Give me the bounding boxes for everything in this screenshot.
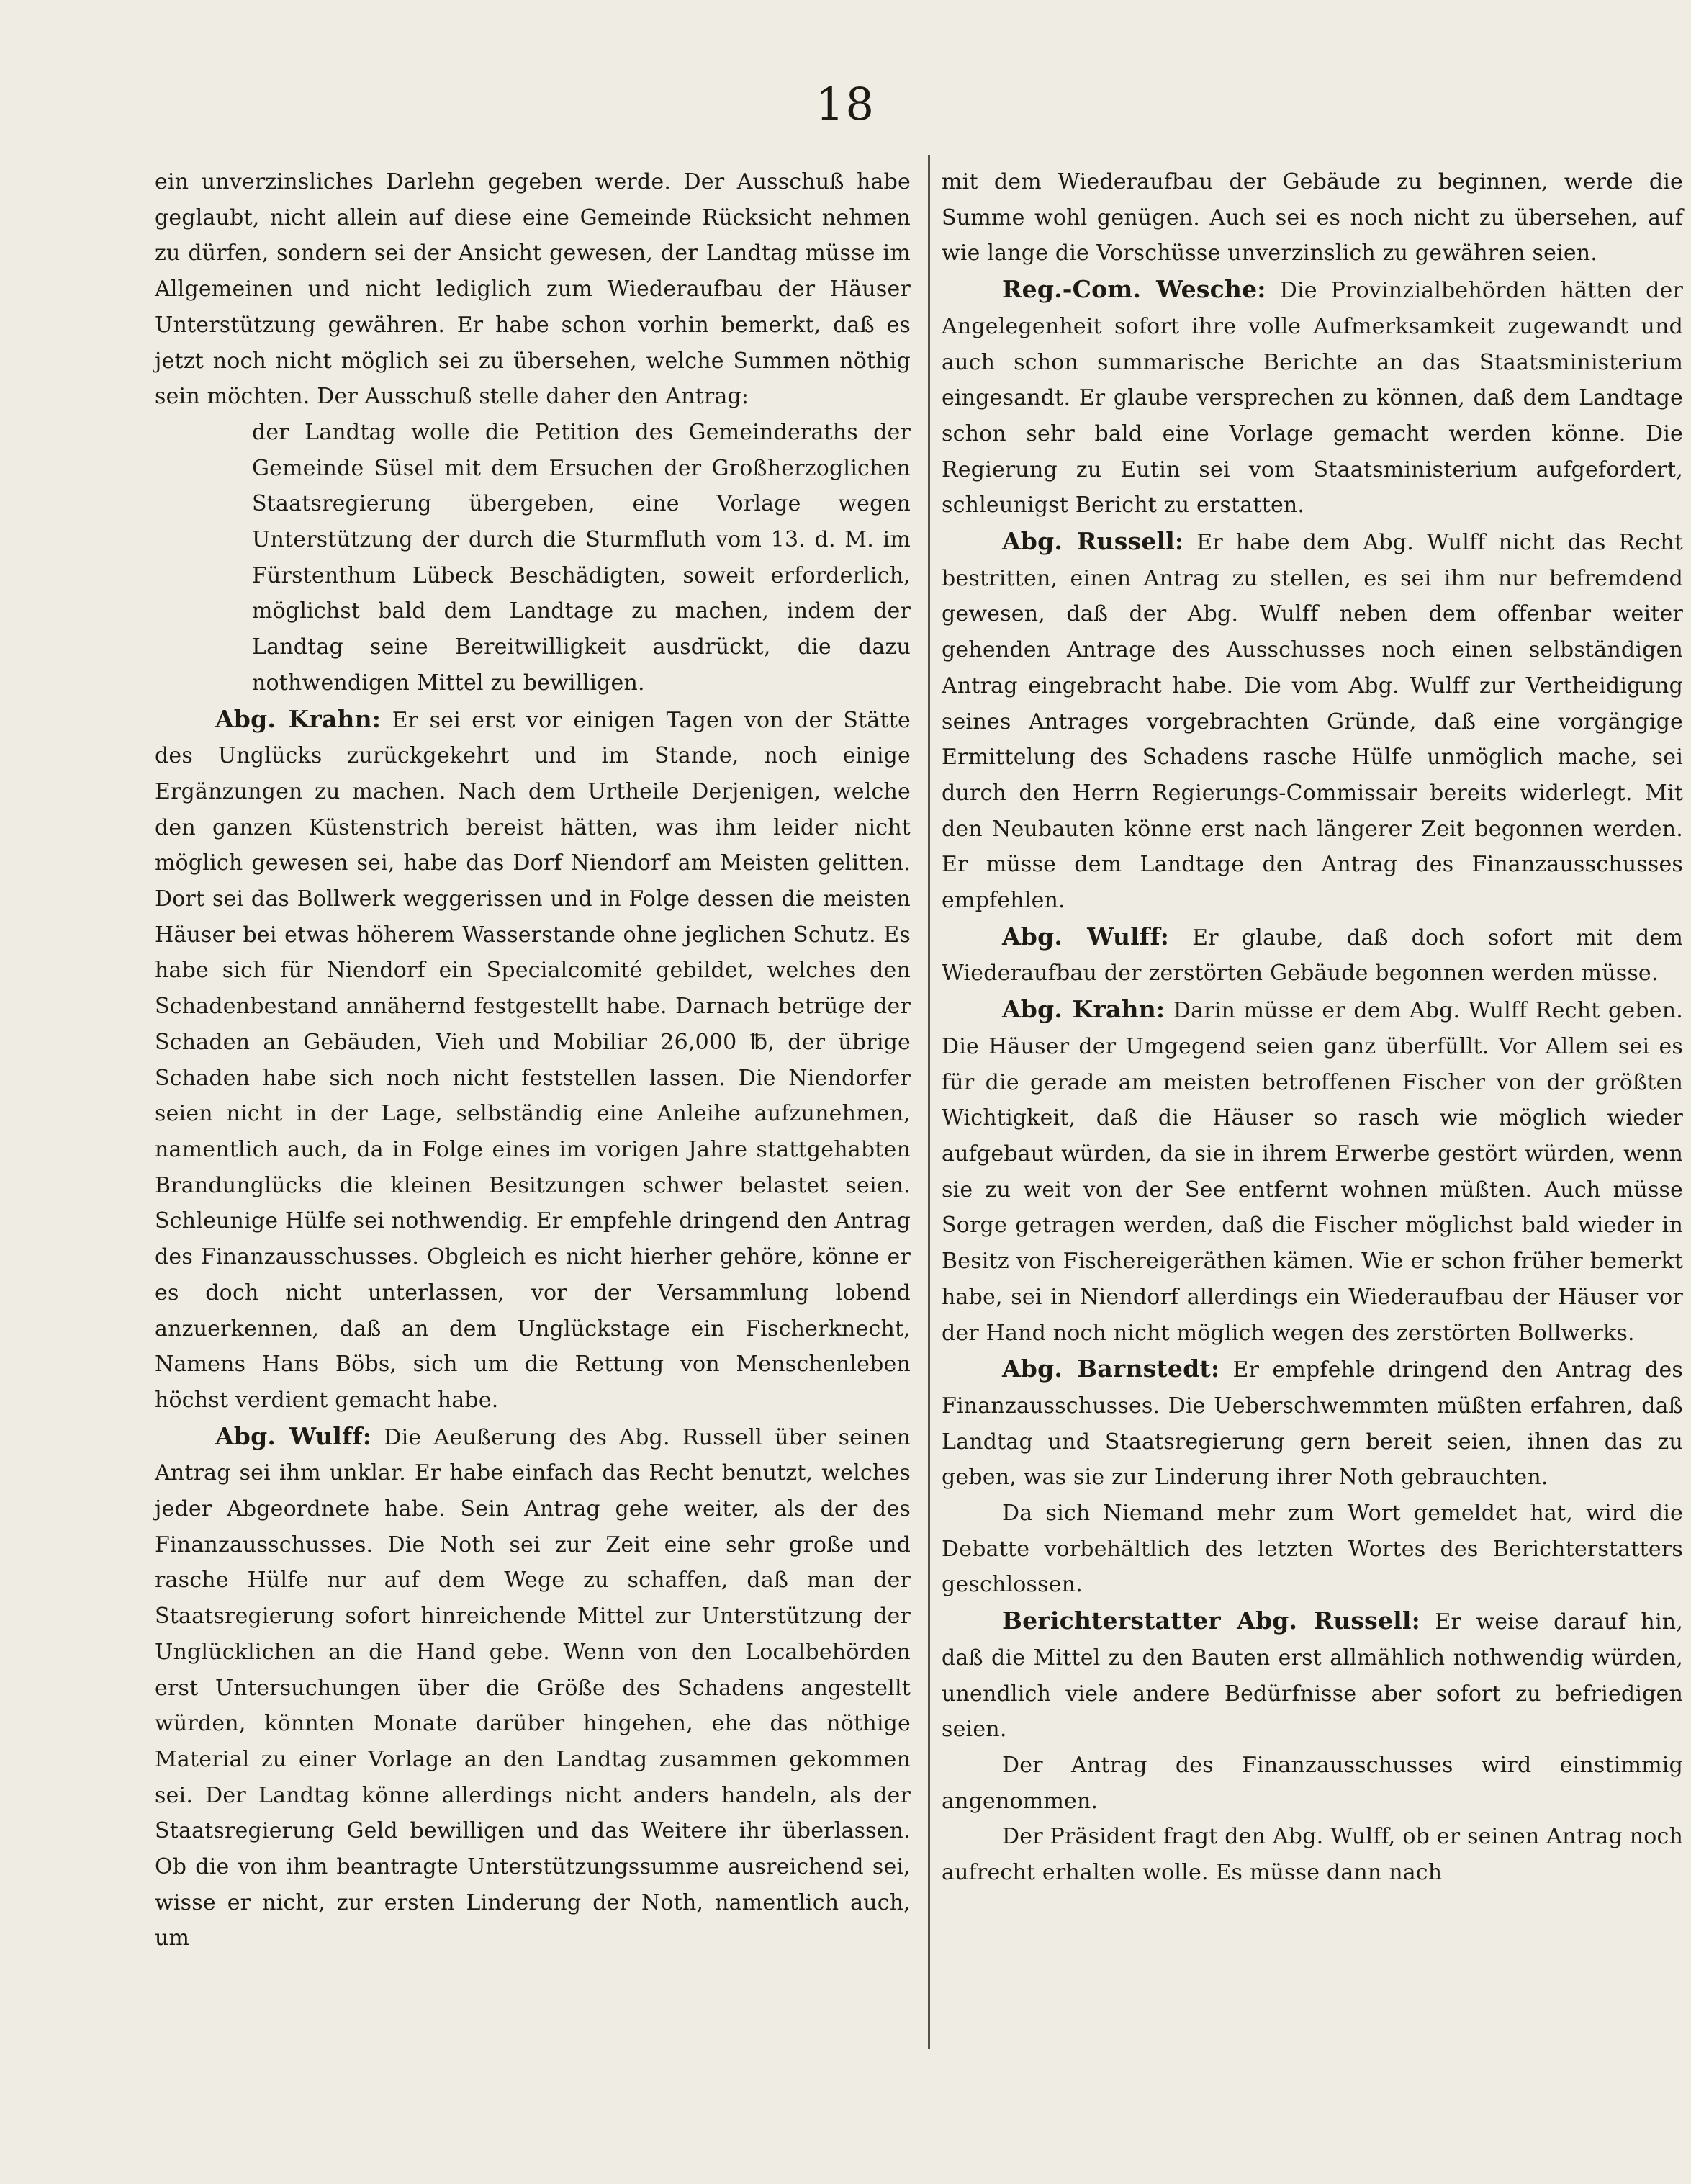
- paragraph-text: Er sei erst vor einigen Tagen von der Stätte des Unglücks zurückgekehrt und im Stande, noch einige Ergänzungen zu machen. Nach dem Urtheile Derjenigen, welche den ganzen Küstenstrich bereist hätten, was ihm leider nicht möglich gewesen sei, habe das Dorf Niendorf am Meisten gelitten. Dort sei das Bollwerk weggerissen und in Folge dessen die meisten Häuser bei etwas höherem Wasserstande ohne jeglichen Schutz. Es habe sich für Niendorf ein Specialcomité gebildet, welches den Schadenbestand annähernd festgestellt habe. Darnach betrüge der Schaden an Gebäuden, Vieh und Mobiliar 26,000 ℔, der übrige Schaden habe sich noch nicht feststellen lassen. Die Niendorfer seien nicht in der Lage, selbständig eine Anleihe aufzunehmen, namentlich auch, da in Folge eines im vorigen Jahre stattgehabten Brandunglücks die kleinen Besitzungen schwer belastet seien. Schleunige Hülfe sei nothwendig. Er empfehle dringend den Antrag des Finanzausschusses. Obgleich es nicht hierher gehöre, könne er es doch nicht unterlassen, vor der Versammlung lobend anzuerkennen, daß an dem Unglückstage ein Fischerknecht, Namens Hans Böbs, sich um die Rettung von Menschenleben höchst verdient gemacht habe.: [155, 707, 911, 1413]
- paragraph-text: Er weise darauf hin, daß die Mittel zu den Bauten erst allmählich nothwendig würden, unendlich viele andere Bedürfnisse aber sofort zu befriedigen seien.: [942, 1609, 1683, 1743]
- speech-paragraph: [942, 1603, 1683, 1748]
- paragraph-text: Die Aeußerung des Abg. Russell über seinen Antrag sei ihm unklar. Er habe einfach das Recht benutzt, welches jeder Abgeordnete habe. Sein Antrag gehe weiter, als der des Finanzausschusses. Die Noth sei zur Zeit eine sehr große und rasche Hülfe nur auf dem Wege zu schaffen, daß man der Staatsregierung sofort hinreichende Mittel zur Unterstützung der Unglücklichen an die Hand gebe. Wenn von den Localbehörden erst Untersuchungen über die Größe des Schadens angestellt würden, könnten Monate darüber hingehen, ehe das nöthige Material zu einer Vorlage an den Landtag zusammen gekommen sei. Der Landtag könne allerdings nicht anders handeln, als der Staatsregierung Geld bewilligen und das Weitere ihr überlassen. Ob die von ihm beantragte Unterstützungssumme ausreichend sei, wisse er nicht, zur ersten Linderung der Noth, namentlich auch, um: [155, 1424, 911, 1951]
- speaker-name: Berichterstatter Abg. Russell:: [1002, 1606, 1420, 1635]
- speaker-name: Abg. Barnstedt:: [1002, 1354, 1220, 1383]
- speech-paragraph: [942, 271, 1683, 523]
- speaker-name: Abg. Krahn:: [1002, 995, 1165, 1024]
- speaker-name: Abg. Russell:: [1002, 527, 1184, 556]
- paragraph-text: mit dem Wiederaufbau der Gebäude zu beginnen, werde die Summe wohl genügen. Auch sei es noch nicht zu übersehen, auf wie lange die Vorschüsse unverzinslich zu gewähren seien.: [942, 169, 1683, 266]
- paragraph-text: Er glaube, daß doch sofort mit dem Wiederaufbau der zerstörten Gebäude begonnen werden müsse.: [942, 925, 1683, 987]
- column-divider: [928, 155, 930, 2049]
- speaker-name: Abg. Wulff:: [215, 1421, 372, 1450]
- paragraph: [155, 164, 911, 415]
- paragraph-text: Da sich Niemand mehr zum Wort gemeldet hat, wird die Debatte vorbehältlich des letzten Wortes des Berichterstatters geschlossen.: [942, 1501, 1683, 1598]
- speaker-name: Abg. Wulff:: [1002, 922, 1170, 951]
- speech-paragraph: [942, 523, 1683, 919]
- left-column: [155, 164, 911, 1956]
- speech-paragraph: [155, 701, 911, 1419]
- paragraph: [942, 1748, 1683, 1819]
- speech-paragraph: [942, 1351, 1683, 1496]
- paragraph: [942, 1496, 1683, 1603]
- speaker-name: Reg.-Com. Wesche:: [1002, 275, 1266, 304]
- speech-paragraph: [942, 992, 1683, 1351]
- speech-paragraph: [942, 919, 1683, 992]
- paragraph-text: Der Antrag des Finanzausschusses wird einstimmig angenommen.: [942, 1752, 1683, 1814]
- right-column: [942, 164, 1683, 1891]
- paragraph-text: ein unverzinsliches Darlehn gegeben werde. Der Ausschuß habe geglaubt, nicht allein auf diese eine Gemeinde Rücksicht nehmen zu dürfen, sondern sei der Ansicht gewesen, der Landtag müsse im Allgemeinen und nicht lediglich zum Wiederaufbau der Häuser Unterstützung gewähren. Er habe schon vorhin bemerkt, daß es jetzt noch nicht möglich sei zu übersehen, welche Summen nöthig sein möchten. Der Ausschuß stelle daher den Antrag:: [155, 169, 911, 410]
- motion-paragraph: [252, 415, 911, 701]
- paragraph-text: Die Provinzialbehörden hätten der Angelegenheit sofort ihre volle Aufmerksamkeit zugewandt und auch schon summarische Berichte an das Staatsministerium eingesandt. Er glaube versprechen zu können, daß dem Landtage schon sehr bald eine Vorlage gemacht werden könne. Die Regierung zu Eutin sei vom Staatsministerium aufgefordert, schleunigst Bericht zu erstatten.: [942, 278, 1683, 518]
- paragraph-text: Darin müsse er dem Abg. Wulff Recht geben. Die Häuser der Umgegend seien ganz überfüllt. Vor Allem sei es für die gerade am meisten betroffenen Fischer von der größten Wichtigkeit, daß die Häuser so rasch wie möglich wieder aufgebaut würden, da sie in ihrem Erwerbe gestört würden, wenn sie zu weit von der See entfernt wohnen müßten. Auch müsse Sorge getragen werden, daß die Fischer möglichst bald wieder in Besitz von Fischereigeräthen kämen. Wie er schon früher bemerkt habe, sei in Niendorf allerdings ein Wiederaufbau der Häuser vor der Hand noch nicht möglich wegen des zerstörten Bollwerks.: [942, 998, 1683, 1346]
- paragraph-text: Der Präsident fragt den Abg. Wulff, ob er seinen Antrag noch aufrecht erhalten wolle. Es müsse dann nach: [942, 1824, 1683, 1886]
- paragraph-text: der Landtag wolle die Petition des Gemeinderaths der Gemeinde Süsel mit dem Ersuchen der Großherzoglichen Staatsregierung übergeben, eine Vorlage wegen Unterstützung der durch die Sturmfluth vom 13. d. M. im Fürstenthum Lübeck Beschädigten, soweit erforderlich, möglichst bald dem Landtage zu machen, indem der Landtag seine Bereitwilligkeit ausdrückt, die dazu nothwendigen Mittel zu bewilligen.: [252, 419, 911, 696]
- speech-paragraph: [155, 1419, 911, 1957]
- paragraph: [942, 164, 1683, 271]
- speaker-name: Abg. Krahn:: [215, 704, 382, 733]
- paragraph: [942, 1819, 1683, 1890]
- paragraph-text: Er empfehle dringend den Antrag des Finanzausschusses. Die Ueberschwemmten müßten erfahren, daß Landtag und Staatsregierung gern bereit seien, ihnen das zu geben, was sie zur Linderung ihrer Noth gebrauchten.: [942, 1357, 1684, 1491]
- page-number: 18: [816, 78, 875, 130]
- paragraph-text: Er habe dem Abg. Wulff nicht das Recht bestritten, einen Antrag zu stellen, es sei ihm nur befremdend gewesen, daß der Abg. Wulff neben dem offenbar weiter gehenden Antrage des Ausschusses noch einen selbständigen Antrag eingebracht habe. Die vom Abg. Wulff zur Vertheidigung seines Antrages vorgebrachten Gründe, daß eine vorgängige Ermittelung des Schadens rasche Hülfe unmöglich mache, sei durch den Herrn Regierungs-Commissair bereits widerlegt. Mit den Neubauten könne erst nach längerer Zeit begonnen werden. Er müsse dem Landtage den Antrag des Finanzausschusses empfehlen.: [942, 530, 1683, 914]
